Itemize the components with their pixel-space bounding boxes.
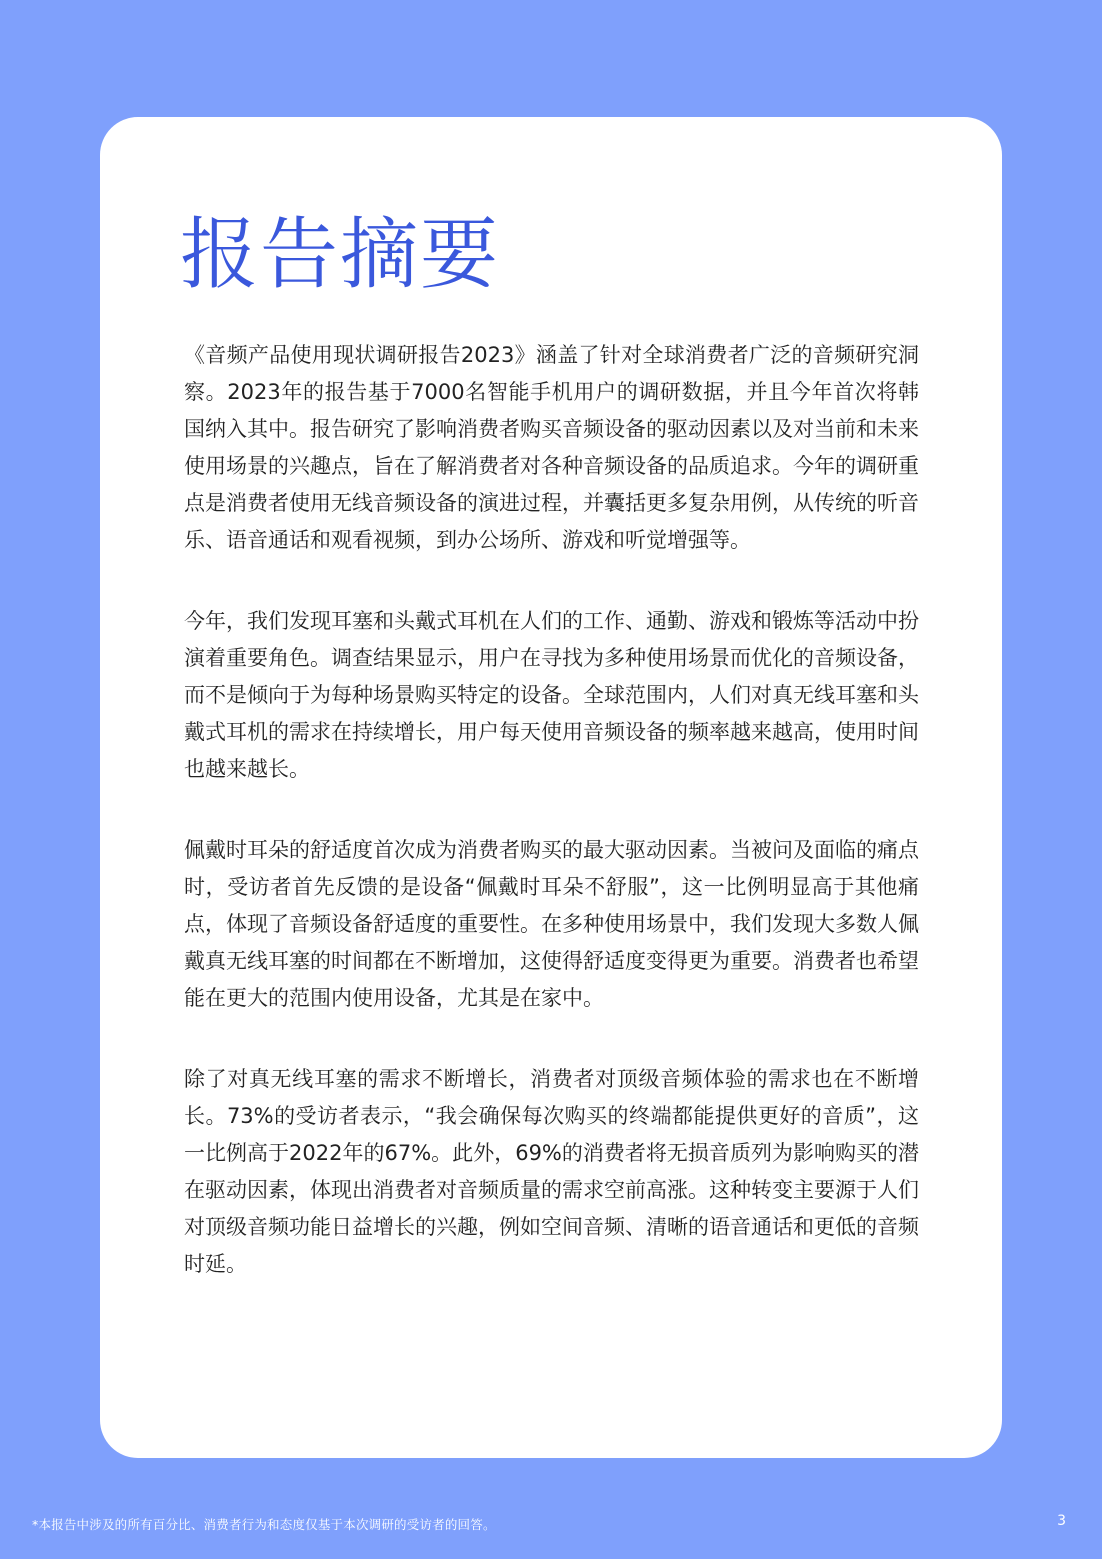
page-number: 3 [1057, 1513, 1066, 1529]
content-card [100, 117, 1002, 1458]
summary-paragraph: 今年，我们发现耳塞和头戴式耳机在人们的工作、通勤、游戏和锻炼等活动中扮演着重要角色。调查结果显示，用户在寻找为多种使用场景而优化的音频设备，而不是倾向于为每种场景购买特定的设备。全球范围内，人们对真无线耳塞和头戴式耳机的需求在持续增长，用户每天使用音频设备的频率越来越高，使用时间也越来越长。 [184, 609, 919, 781]
footnote: *本报告中涉及的所有百分比、消费者行为和态度仅基于本次调研的受访者的回答。 [32, 1517, 496, 1532]
summary-body [184, 337, 919, 1327]
page-title: 报告摘要 [180, 210, 501, 300]
summary-paragraph: 除了对真无线耳塞的需求不断增长，消费者对顶级音频体验的需求也在不断增长。73%的受访者表示，“我会确保每次购买的终端都能提供更好的音质”，这一比例高于2022年的67%。此外，69%的消费者将无损音质列为影响购买的潜在驱动因素，体现出消费者对音频质量的需求空前高涨。这种转变主要源于人们对顶级音频功能日益增长的兴趣，例如空间音频、清晰的语音通话和更低的音频时延。 [184, 1067, 919, 1276]
summary-paragraph: 佩戴时耳朵的舒适度首次成为消费者购买的最大驱动因素。当被问及面临的痛点时，受访者首先反馈的是设备“佩戴时耳朵不舒服”，这一比例明显高于其他痛点，体现了音频设备舒适度的重要性。在多种使用场景中，我们发现大多数人佩戴真无线耳塞的时间都在不断增加，这使得舒适度变得更为重要。消费者也希望能在更大的范围内使用设备，尤其是在家中。 [184, 838, 919, 1010]
summary-paragraph: 《音频产品使用现状调研报告2023》涵盖了针对全球消费者广泛的音频研究洞察。2023年的报告基于7000名智能手机用户的调研数据，并且今年首次将韩国纳入其中。报告研究了影响消费者购买音频设备的驱动因素以及对当前和未来使用场景的兴趣点，旨在了解消费者对各种音频设备的品质追求。今年的调研重点是消费者使用无线音频设备的演进过程，并囊括更多复杂用例，从传统的听音乐、语音通话和观看视频，到办公场所、游戏和听觉增强等。 [184, 343, 919, 552]
